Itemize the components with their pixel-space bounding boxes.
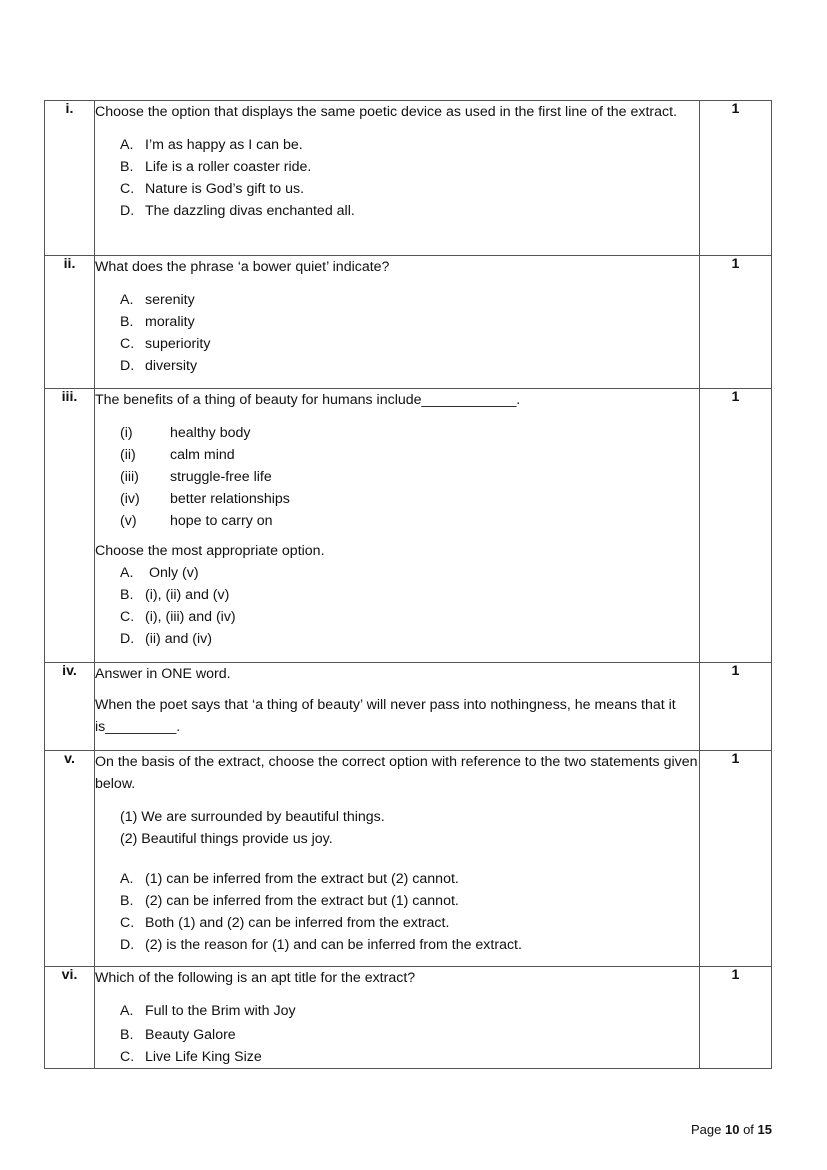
option-list — [95, 562, 699, 650]
question-stem: Answer in ONE word. — [95, 666, 231, 682]
question-row — [45, 101, 772, 256]
option-text: Nature is God’s gift to us. — [145, 181, 305, 197]
question-number: iv. — [45, 663, 95, 751]
question-number: vi. — [45, 967, 95, 1069]
option — [120, 1000, 699, 1022]
option — [120, 1024, 699, 1046]
option-label: C. — [120, 1049, 135, 1065]
option — [120, 584, 699, 606]
option-text: Life is a roller coaster ride. — [145, 159, 312, 175]
option-text: I’m as happy as I can be. — [145, 137, 303, 153]
item-label: (iv) — [120, 491, 140, 507]
page-current: 10 — [724, 1122, 740, 1137]
statement-list — [95, 806, 699, 850]
option-text: morality — [145, 314, 195, 330]
benefit-item — [120, 466, 699, 488]
option-text: superiority — [145, 336, 211, 352]
option-label: C. — [120, 609, 135, 625]
item-label: (i) — [120, 425, 133, 441]
question-stem: What does the phrase ‘a bower quiet’ indicate? — [95, 259, 390, 275]
option — [120, 628, 699, 650]
question-number: i. — [45, 101, 95, 256]
option-text: Only (v) — [145, 565, 199, 581]
item-text: hope to carry on — [170, 513, 273, 529]
option-list — [95, 289, 699, 377]
benefit-item — [120, 510, 699, 532]
option-label: D. — [120, 631, 135, 647]
question-stem: Choose the option that displays the same poetic device as used in the first line of the extract. — [95, 104, 678, 120]
option — [120, 912, 699, 934]
question-marks: 1 — [700, 389, 772, 663]
item-text: calm mind — [170, 447, 235, 463]
statement: (2) Beautiful things provide us joy. — [120, 831, 333, 847]
option-label: D. — [120, 937, 135, 953]
option-text: Live Life King Size — [145, 1049, 262, 1065]
question-content — [95, 101, 700, 256]
option-label: D. — [120, 358, 135, 374]
option-text: (ii) and (iv) — [145, 631, 213, 647]
question-stem: The benefits of a thing of beauty for humans include____________. — [95, 392, 521, 408]
page-footer — [691, 1122, 772, 1137]
option-label: A. — [120, 292, 134, 308]
option — [120, 890, 699, 912]
question-marks: 1 — [700, 751, 772, 967]
page-word: Page — [690, 1122, 722, 1137]
option-text: (1) can be inferred from the extract but (2) cannot. — [145, 871, 459, 887]
question-marks: 1 — [700, 967, 772, 1069]
question-row — [45, 256, 772, 389]
item-text: better relationships — [170, 491, 290, 507]
benefit-item — [120, 444, 699, 466]
question-stem: On the basis of the extract, choose the correct option with reference to the two statements given below. — [95, 754, 698, 792]
option — [120, 289, 699, 311]
option-text: Full to the Brim with Joy — [145, 1003, 296, 1019]
benefit-item — [120, 488, 699, 510]
option-label: C. — [120, 915, 135, 931]
question-number: iii. — [45, 389, 95, 663]
option-label: A. — [120, 1003, 134, 1019]
option-label: A. — [120, 565, 134, 581]
option — [120, 134, 699, 156]
option-text: (i), (ii) and (v) — [145, 587, 230, 603]
question-row — [45, 663, 772, 751]
question-content — [95, 389, 700, 663]
question-row — [45, 751, 772, 967]
option-label: B. — [120, 587, 134, 603]
option-text: The dazzling divas enchanted all. — [145, 203, 355, 219]
option — [120, 606, 699, 628]
question-marks: 1 — [700, 101, 772, 256]
option-list — [95, 134, 699, 222]
item-label: (iii) — [120, 469, 139, 485]
option-list — [95, 868, 699, 956]
question-marks: 1 — [700, 663, 772, 751]
option — [120, 1046, 699, 1068]
benefit-item — [120, 422, 699, 444]
option-text: serenity — [145, 292, 195, 308]
of-word: of — [743, 1122, 754, 1137]
question-stem: Which of the following is an apt title for the extract? — [95, 970, 416, 986]
option-label: B. — [120, 314, 134, 330]
option-label: B. — [120, 1027, 134, 1043]
question-number: v. — [45, 751, 95, 967]
option — [120, 200, 699, 222]
statement: (1) We are surrounded by beautiful things. — [120, 809, 385, 825]
option — [120, 562, 699, 584]
questions-table — [44, 100, 772, 1069]
question-instruction: Choose the most appropriate option. — [95, 543, 325, 559]
option — [120, 178, 699, 200]
question-content — [95, 256, 700, 389]
option — [120, 934, 699, 956]
option-label: D. — [120, 203, 135, 219]
question-body: When the poet says that ‘a thing of beauty’ will never pass into nothingness, he means that it is_________. — [95, 697, 676, 735]
item-text: healthy body — [170, 425, 251, 441]
option — [120, 333, 699, 355]
option-text: Beauty Galore — [145, 1027, 236, 1043]
question-content — [95, 751, 700, 967]
option-list — [95, 1000, 699, 1068]
option-text: diversity — [145, 358, 198, 374]
page-total: 15 — [757, 1122, 772, 1137]
option-label: C. — [120, 181, 135, 197]
question-row — [45, 389, 772, 663]
item-text: struggle-free life — [170, 469, 272, 485]
question-marks: 1 — [700, 256, 772, 389]
question-number: ii. — [45, 256, 95, 389]
benefit-list — [95, 422, 699, 532]
option — [120, 355, 699, 377]
option-label: C. — [120, 336, 135, 352]
option — [120, 156, 699, 178]
option-label: B. — [120, 159, 134, 175]
question-content — [95, 663, 700, 751]
item-label: (v) — [120, 513, 137, 529]
option — [120, 868, 699, 890]
option — [120, 311, 699, 333]
question-content — [95, 967, 700, 1069]
option-text: Both (1) and (2) can be inferred from the extract. — [145, 915, 450, 931]
option-label: A. — [120, 871, 134, 887]
option-label: B. — [120, 893, 134, 909]
option-label: A. — [120, 137, 134, 153]
option-text: (2) is the reason for (1) and can be inferred from the extract. — [145, 937, 522, 953]
option-text: (i), (iii) and (iv) — [145, 609, 236, 625]
option-text: (2) can be inferred from the extract but (1) cannot. — [145, 893, 459, 909]
question-row — [45, 967, 772, 1069]
item-label: (ii) — [120, 447, 136, 463]
